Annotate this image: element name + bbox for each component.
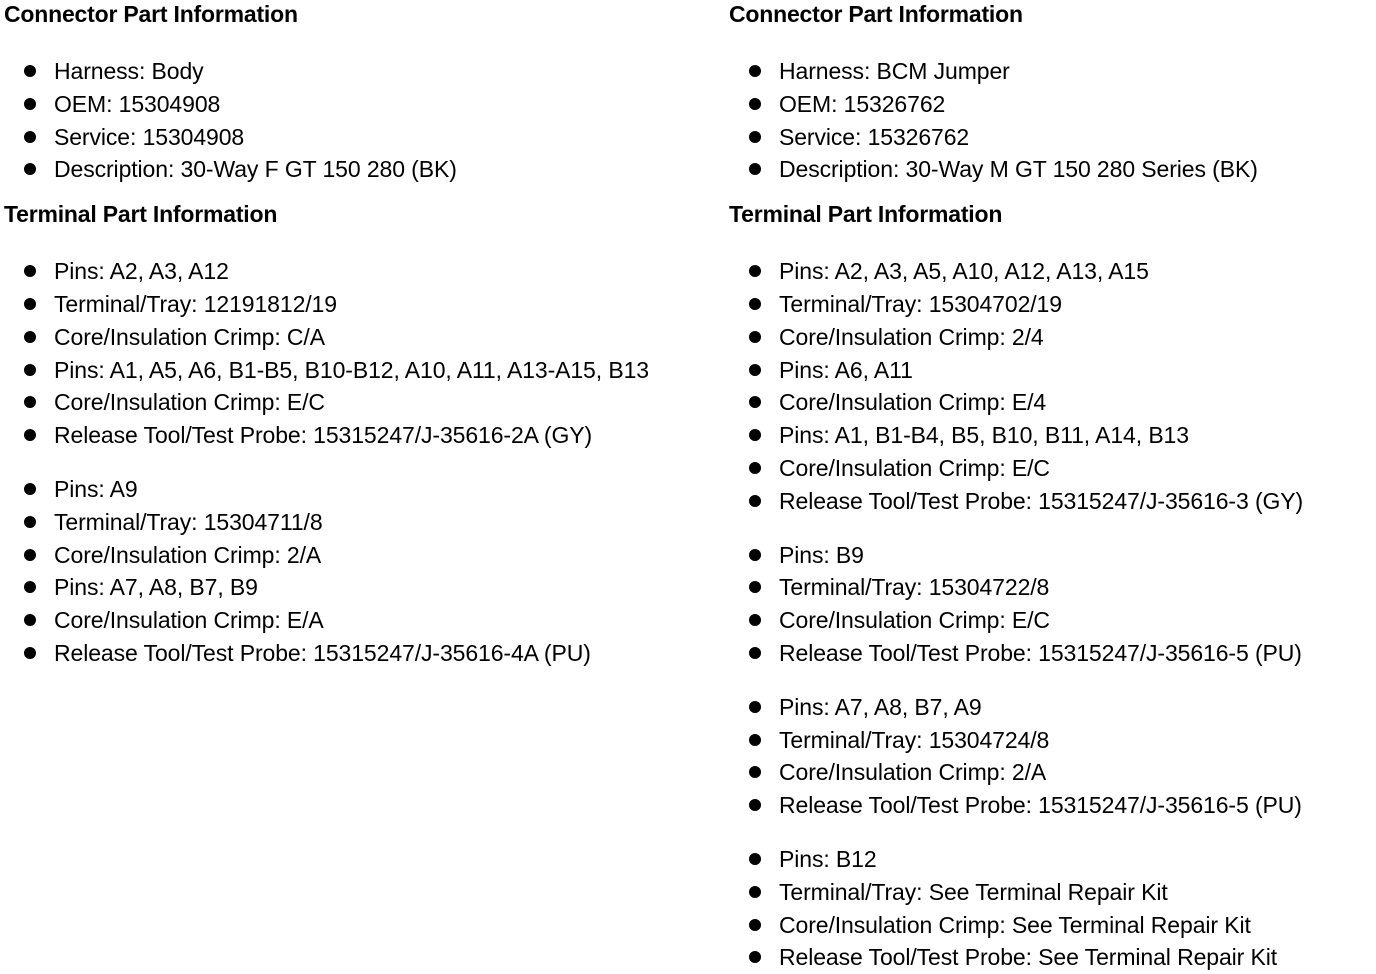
list-item: Pins: B12 [729, 843, 1369, 876]
list-item: Release Tool/Test Probe: 15315247/J-35616-5 (PU) [729, 789, 1369, 822]
list-item: Harness: BCM Jumper [729, 55, 1369, 88]
list-item: Terminal/Tray: 12191812/19 [4, 288, 724, 321]
list-item: Release Tool/Test Probe: 15315247/J-35616-4A (PU) [4, 637, 724, 670]
list-item: Terminal/Tray: See Terminal Repair Kit [729, 876, 1369, 909]
list-item: Core/Insulation Crimp: 2/4 [729, 321, 1369, 354]
list-item: Service: 15326762 [729, 121, 1369, 154]
list-item: Description: 30-Way M GT 150 280 Series (BK) [729, 153, 1369, 186]
list-item: Pins: A1, B1-B4, B5, B10, B11, A14, B13 [729, 419, 1369, 452]
connector-part-list [729, 55, 1369, 186]
list-item: Release Tool/Test Probe: See Terminal Repair Kit [729, 941, 1369, 974]
terminal-group [729, 691, 1369, 822]
connector-part-list [4, 55, 724, 186]
list-item: Pins: A2, A3, A12 [4, 255, 724, 288]
terminal-group [729, 539, 1369, 670]
list-item: Core/Insulation Crimp: E/C [729, 604, 1369, 637]
list-item: OEM: 15304908 [4, 88, 724, 121]
list-item: OEM: 15326762 [729, 88, 1369, 121]
list-item: Core/Insulation Crimp: 2/A [4, 539, 724, 572]
terminal-group [729, 843, 1369, 974]
list-item: Pins: B9 [729, 539, 1369, 572]
list-item: Core/Insulation Crimp: C/A [4, 321, 724, 354]
list-item: Pins: A7, A8, B7, B9 [4, 571, 724, 604]
list-item: Description: 30-Way F GT 150 280 (BK) [4, 153, 724, 186]
list-item: Pins: A1, A5, A6, B1-B5, B10-B12, A10, A11, A13-A15, B13 [4, 354, 724, 387]
list-item: Pins: A9 [4, 473, 724, 506]
right-column [729, 0, 1369, 974]
list-item: Core/Insulation Crimp: E/C [729, 452, 1369, 485]
list-item: Core/Insulation Crimp: E/A [4, 604, 724, 637]
list-item: Release Tool/Test Probe: 15315247/J-35616-2A (GY) [4, 419, 724, 452]
list-item: Core/Insulation Crimp: See Terminal Repair Kit [729, 909, 1369, 942]
terminal-group [4, 255, 724, 452]
list-item: Harness: Body [4, 55, 724, 88]
list-item: Terminal/Tray: 15304722/8 [729, 571, 1369, 604]
terminal-part-heading: Terminal Part Information [729, 201, 1003, 228]
list-item: Core/Insulation Crimp: E/4 [729, 386, 1369, 419]
left-column [4, 0, 724, 670]
list-item: Pins: A6, A11 [729, 354, 1369, 387]
connector-part-heading: Connector Part Information [729, 1, 1023, 27]
terminal-part-heading: Terminal Part Information [4, 201, 278, 228]
list-item: Release Tool/Test Probe: 15315247/J-35616-5 (PU) [729, 637, 1369, 670]
list-item: Service: 15304908 [4, 121, 724, 154]
terminal-group [4, 473, 724, 670]
list-item: Release Tool/Test Probe: 15315247/J-35616-3 (GY) [729, 485, 1369, 518]
list-item: Core/Insulation Crimp: 2/A [729, 756, 1369, 789]
list-item: Terminal/Tray: 15304724/8 [729, 724, 1369, 757]
list-item: Terminal/Tray: 15304711/8 [4, 506, 724, 539]
connector-part-heading: Connector Part Information [4, 1, 298, 27]
terminal-group [729, 255, 1369, 517]
list-item: Pins: A7, A8, B7, A9 [729, 691, 1369, 724]
list-item: Core/Insulation Crimp: E/C [4, 386, 724, 419]
list-item: Terminal/Tray: 15304702/19 [729, 288, 1369, 321]
list-item: Pins: A2, A3, A5, A10, A12, A13, A15 [729, 255, 1369, 288]
